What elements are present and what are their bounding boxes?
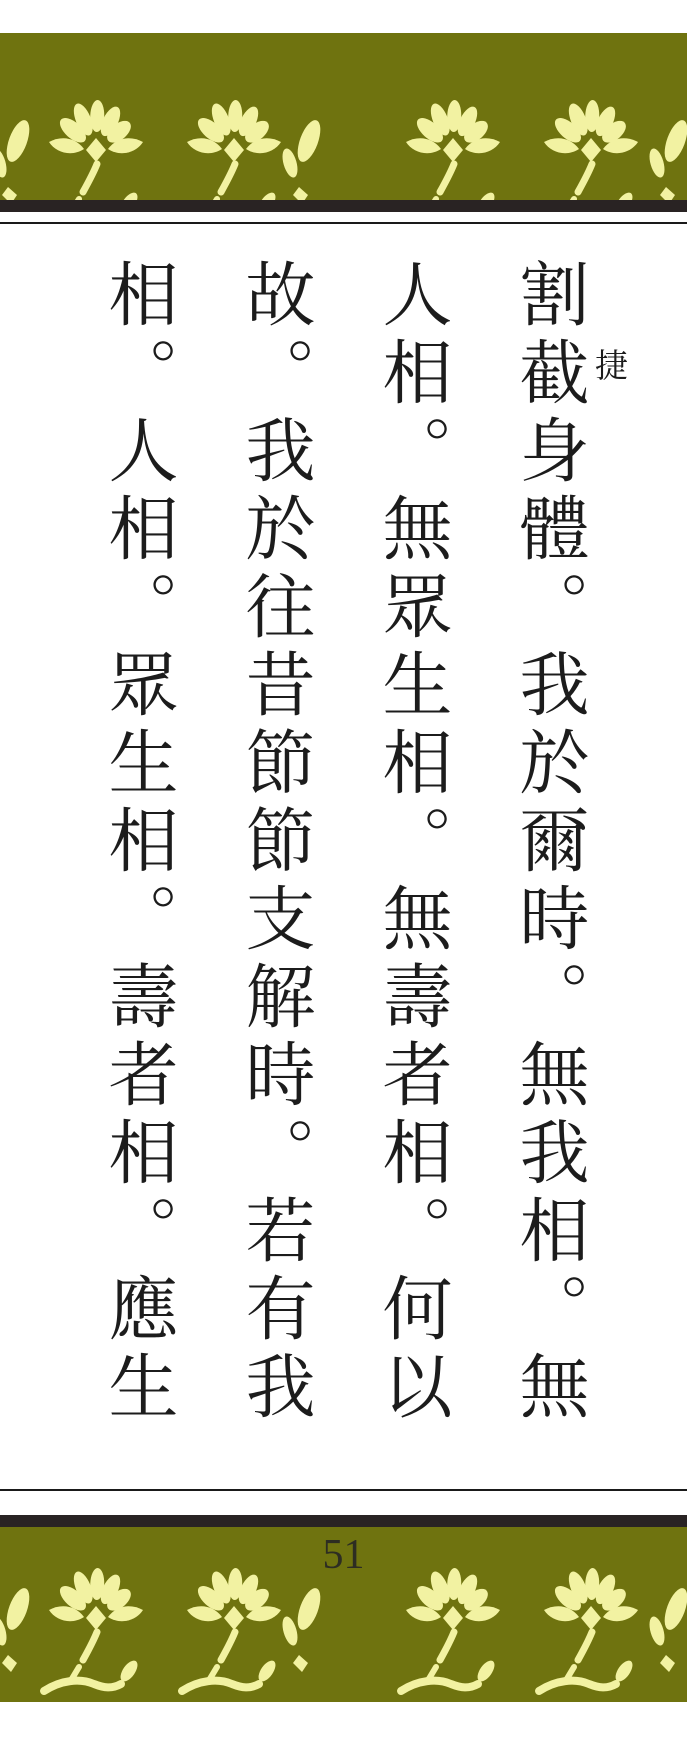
sutra-column-2: 人相。無眾生相。無壽者相。何以 — [372, 258, 449, 1428]
top-dark-bar — [0, 200, 687, 212]
phonetic-gloss: 捷 — [590, 348, 626, 381]
sutra-column-3: 故。我於往昔節節支解時。若有我 — [235, 258, 312, 1428]
top-rule-line — [0, 222, 687, 224]
sutra-column-4: 相。人相。眾生相。壽者相。應生 — [98, 258, 175, 1428]
sutra-column-1: 割截身體。我於爾時。無我相。無 — [509, 258, 586, 1428]
bottom-rule-line — [0, 1489, 687, 1491]
top-border-band — [0, 33, 687, 200]
bottom-dark-bar — [0, 1515, 687, 1527]
page-number: 51 — [322, 1532, 365, 1578]
lotus-pattern-top-icon — [0, 33, 687, 200]
